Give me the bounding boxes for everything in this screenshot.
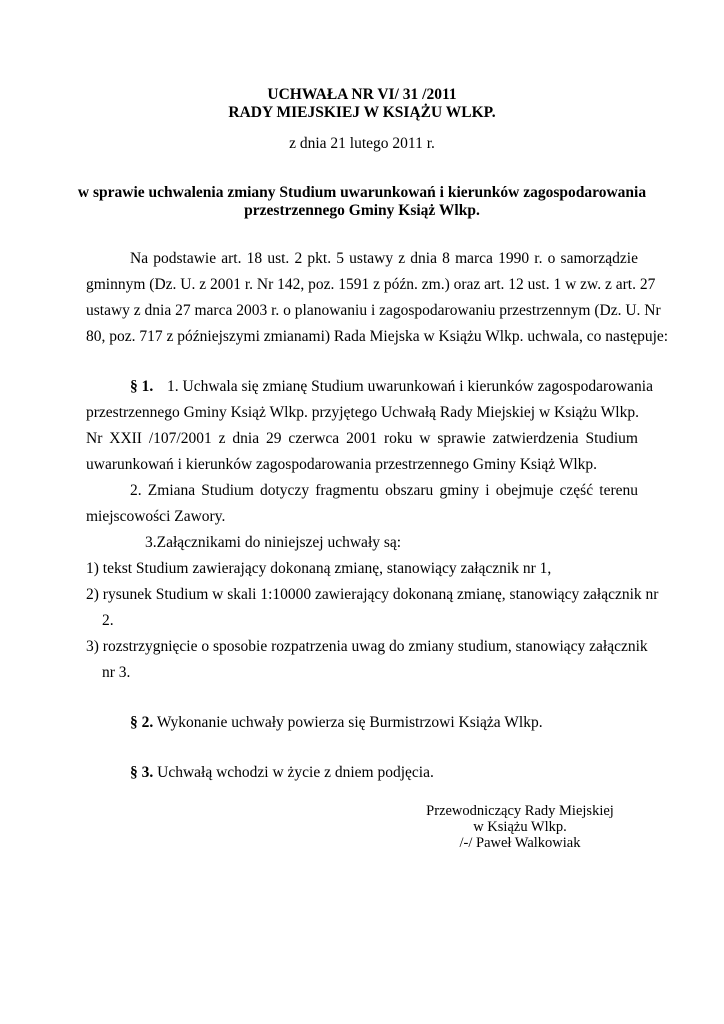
subject-line-2: przestrzennego Gminy Książ Wlkp. <box>244 202 480 219</box>
title-line-2: RADY MIEJSKIEJ W KSIĄŻU WLKP. <box>228 104 496 121</box>
preamble-line-1: Na podstawie art. 18 ust. 2 pkt. 5 ustawy z dnia 8 marca 1990 r. o samorządzie <box>130 250 638 267</box>
section-2 <box>130 714 543 732</box>
section-1-p1-line-4: uwarunkowań i kierunków zagospodarowania przestrzennego Gminy Książ Wlkp. <box>86 456 598 473</box>
signature-title: Przewodniczący Rady Miejskiej <box>426 803 614 819</box>
section-2-text: Wykonanie uchwały powierza się Burmistrzowi Książa Wlkp. <box>156 714 543 731</box>
subject-line-1: w sprawie uchwalenia zmiany Studium uwarunkowań i kierunków zagospodarowania <box>77 184 647 201</box>
section-1-p1-line-3: Nr XXII /107/2001 z dnia 29 czerwca 2001 roku w sprawie zatwierdzenia Studium <box>86 430 638 447</box>
title-line-1: UCHWAŁA NR VI/ 31 /2011 <box>267 86 457 103</box>
attachment-item-3-line-2: nr 3. <box>102 664 131 681</box>
section-1-p1-line-2: przestrzennego Gminy Książ Wlkp. przyjętego Uchwałą Rady Miejskiej w Książu Wlkp. <box>86 404 639 421</box>
section-1-p2-line-2: miejscowości Zawory. <box>86 508 226 525</box>
section-3-mark: § 3. <box>130 764 154 781</box>
signature-location: w Książu Wlkp. <box>473 819 567 835</box>
section-3-text: Uchwałą wchodzi w życie z dniem podjęcia. <box>157 764 434 781</box>
attachment-item-3-line-1: 3) rozstrzygnięcie o sposobie rozpatrzenia uwag do zmiany studium, stanowiący załącznik <box>86 638 648 655</box>
preamble-line-4: 80, poz. 717 z późniejszymi zmianami) Rada Miejska w Książu Wlkp. uchwala, co następuje: <box>86 328 669 345</box>
attachment-item-1: 1) tekst Studium zawierający dokonaną zmianę, stanowiący załącznik nr 1, <box>86 560 552 577</box>
resolution-date: z dnia 21 lutego 2011 r. <box>289 135 435 152</box>
section-2-mark: § 2. <box>130 714 154 731</box>
section-1-mark: § 1. <box>130 378 154 395</box>
attachment-item-2-line-1: 2) rysunek Studium w skali 1:10000 zawierający dokonaną zmianę, stanowiący załącznik nr <box>86 586 659 603</box>
section-3 <box>130 764 434 782</box>
section-1-p2-line-1: 2. Zmiana Studium dotyczy fragmentu obszaru gminy i obejmuje część terenu <box>130 482 638 499</box>
preamble-line-2: gminnym (Dz. U. z 2001 r. Nr 142, poz. 1591 z późn. zm.) oraz art. 12 ust. 1 w zw. z art. 27 <box>86 276 656 293</box>
section-1-p1-line-1: 1. Uchwala się zmianę Studium uwarunkowań i kierunków zagospodarowania <box>167 378 653 395</box>
signature-name: /-/ Paweł Walkowiak <box>459 835 581 851</box>
preamble-line-3: ustawy z dnia 27 marca 2003 r. o planowaniu i zagospodarowaniu przestrzennym (Dz. U. Nr <box>86 302 661 319</box>
section-1-mark-container <box>130 378 153 396</box>
section-1-p3-intro: 3.Załącznikami do niniejszej uchwały są: <box>145 534 402 551</box>
attachment-item-2-line-2: 2. <box>102 612 114 629</box>
